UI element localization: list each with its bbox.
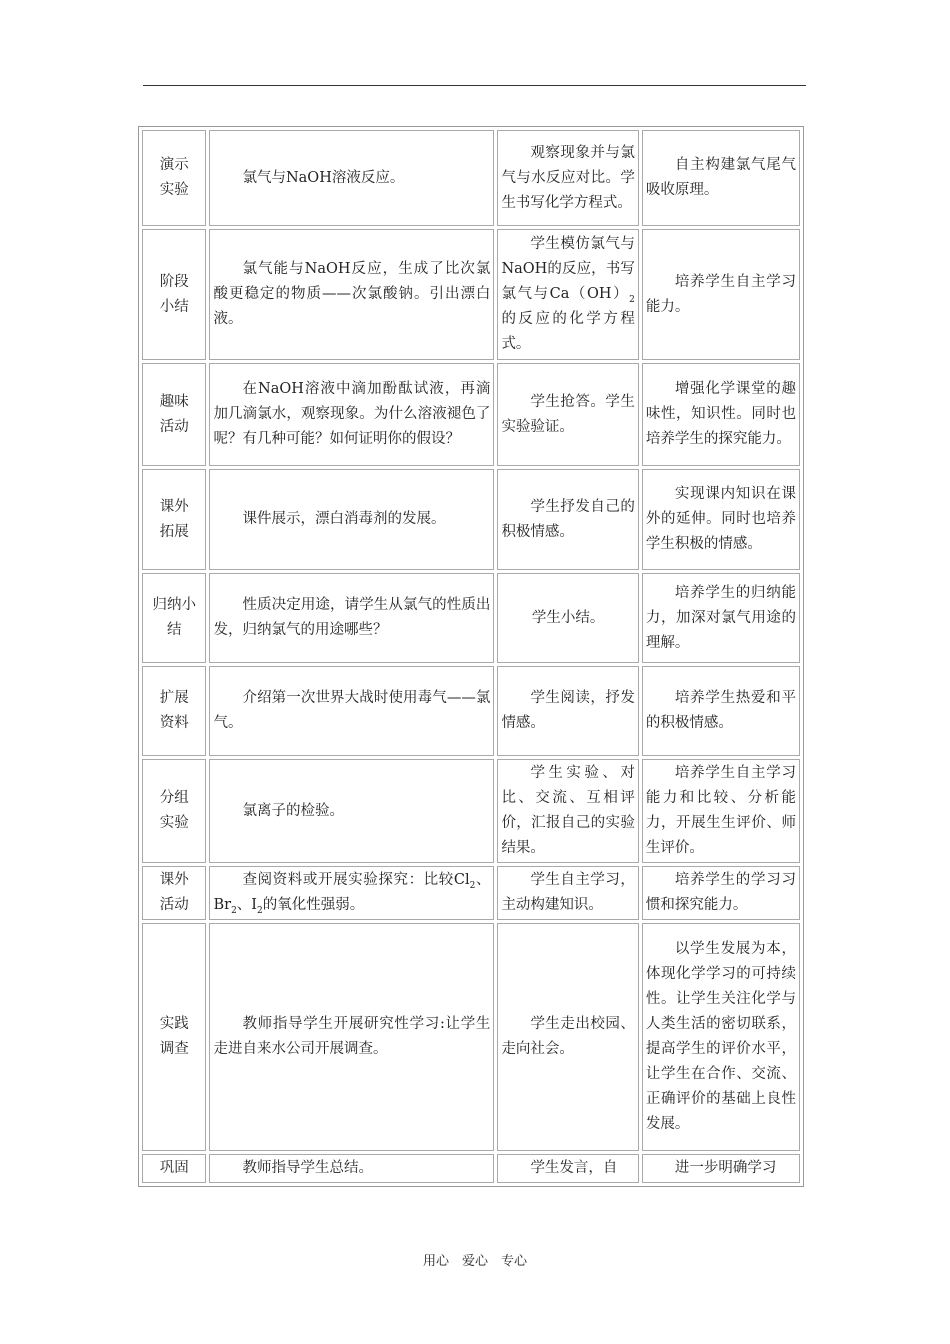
- teacher-activity-cell: 氯气能与NaOH反应，生成了比次氯酸更稳定的物质——次氯酸钠。引出漂白液。: [209, 229, 494, 360]
- table-row: [142, 130, 800, 226]
- design-intent-cell: 培养学生热爱和平的积极情感。: [642, 666, 800, 756]
- teacher-activity-cell: 介绍第一次世界大战时使用毒气——氯气。: [209, 666, 494, 756]
- stage-cell: 分组 实验: [142, 759, 206, 863]
- table-row: [142, 573, 800, 663]
- lesson-plan-table: [138, 126, 804, 1187]
- student-activity-cell: 观察现象并与氯气与水反应对比。学生书写化学方程式。: [497, 130, 638, 226]
- student-activity-cell: 学生模仿氯气与NaOH的反应，书写氯气与$Ca(OH)_2$的反应的化学方程式。: [497, 229, 638, 360]
- stage-cell: 阶段 小结: [142, 229, 206, 360]
- student-activity-cell: 学生阅读，抒发情感。: [497, 666, 638, 756]
- student-activity-cell: 学生抒发自己的积极情感。: [497, 469, 638, 570]
- design-intent-cell: 培养学生的学习习惯和探究能力。: [642, 866, 800, 920]
- stage-cell: 演示 实验: [142, 130, 206, 226]
- student-activity-cell: 学生自主学习，主动构建知识。: [497, 866, 638, 920]
- teacher-activity-cell: 教师指导学生总结。: [209, 1154, 494, 1183]
- page-footer: 用心 爱心 专心: [422, 1254, 527, 1269]
- stage-cell: 课外 活动: [142, 866, 206, 920]
- header-rule: [143, 85, 806, 86]
- design-intent-cell: 培养学生自主学习能力。: [642, 229, 800, 360]
- teacher-activity-cell: 氯气与NaOH溶液反应。: [209, 130, 494, 226]
- student-activity-cell: 学生小结。: [497, 573, 638, 663]
- stage-cell: 归纳小 结: [142, 573, 206, 663]
- table-row: [142, 866, 800, 920]
- stage-cell: 实践 调查: [142, 923, 206, 1151]
- table-row: [142, 469, 800, 570]
- stage-cell: 趣味 活动: [142, 363, 206, 466]
- teacher-activity-cell: 氯离子的检验。: [209, 759, 494, 863]
- student-activity-cell: 学生走出校园、走向社会。: [497, 923, 638, 1151]
- teacher-activity-cell: 课件展示，漂白消毒剂的发展。: [209, 469, 494, 570]
- table-row: [142, 759, 800, 863]
- student-activity-cell: 学生发言，自: [497, 1154, 638, 1183]
- student-activity-cell: 学生实验、对比、交流、互相评价，汇报自己的实验结果。: [497, 759, 638, 863]
- teacher-activity-cell: 在NaOH溶液中滴加酚酞试液，再滴加几滴氯水，观察现象。为什么溶液褪色了呢？有几种可能？如何证明你的假设？: [209, 363, 494, 466]
- design-intent-cell: 自主构建氯气尾气吸收原理。: [642, 130, 800, 226]
- stage-cell: 巩固: [142, 1154, 206, 1183]
- teacher-activity-cell: 教师指导学生开展研究性学习:让学生走进自来水公司开展调查。: [209, 923, 494, 1151]
- table-row: [142, 363, 800, 466]
- design-intent-cell: 培养学生的归纳能力，加深对氯气用途的理解。: [642, 573, 800, 663]
- teacher-activity-cell: 查阅资料或开展实验探究：比较$Cl_2$、$Br_2$、$I_2$的氧化性强弱。: [209, 866, 494, 920]
- table-row: [142, 666, 800, 756]
- table-row: [142, 229, 800, 360]
- design-intent-cell: 进一步明确学习: [642, 1154, 800, 1183]
- design-intent-cell: 实现课内知识在课外的延伸。同时也培养学生积极的情感。: [642, 469, 800, 570]
- student-activity-cell: 学生抢答。学生实验验证。: [497, 363, 638, 466]
- design-intent-cell: 培养学生自主学习能力和比较、分析能力，开展生生评价、师生评价。: [642, 759, 800, 863]
- design-intent-cell: 以学生发展为本，体现化学学习的可持续性。让学生关注化学与人类生活的密切联系，提高学生的评价水平，让学生在合作、交流、正确评价的基础上良性发展。: [642, 923, 800, 1151]
- stage-cell: 课外 拓展: [142, 469, 206, 570]
- teacher-activity-cell: 性质决定用途，请学生从氯气的性质出发，归纳氯气的用途哪些？: [209, 573, 494, 663]
- table-row: [142, 923, 800, 1151]
- design-intent-cell: 增强化学课堂的趣味性，知识性。同时也培养学生的探究能力。: [642, 363, 800, 466]
- stage-cell: 扩展 资料: [142, 666, 206, 756]
- table-row: [142, 1154, 800, 1183]
